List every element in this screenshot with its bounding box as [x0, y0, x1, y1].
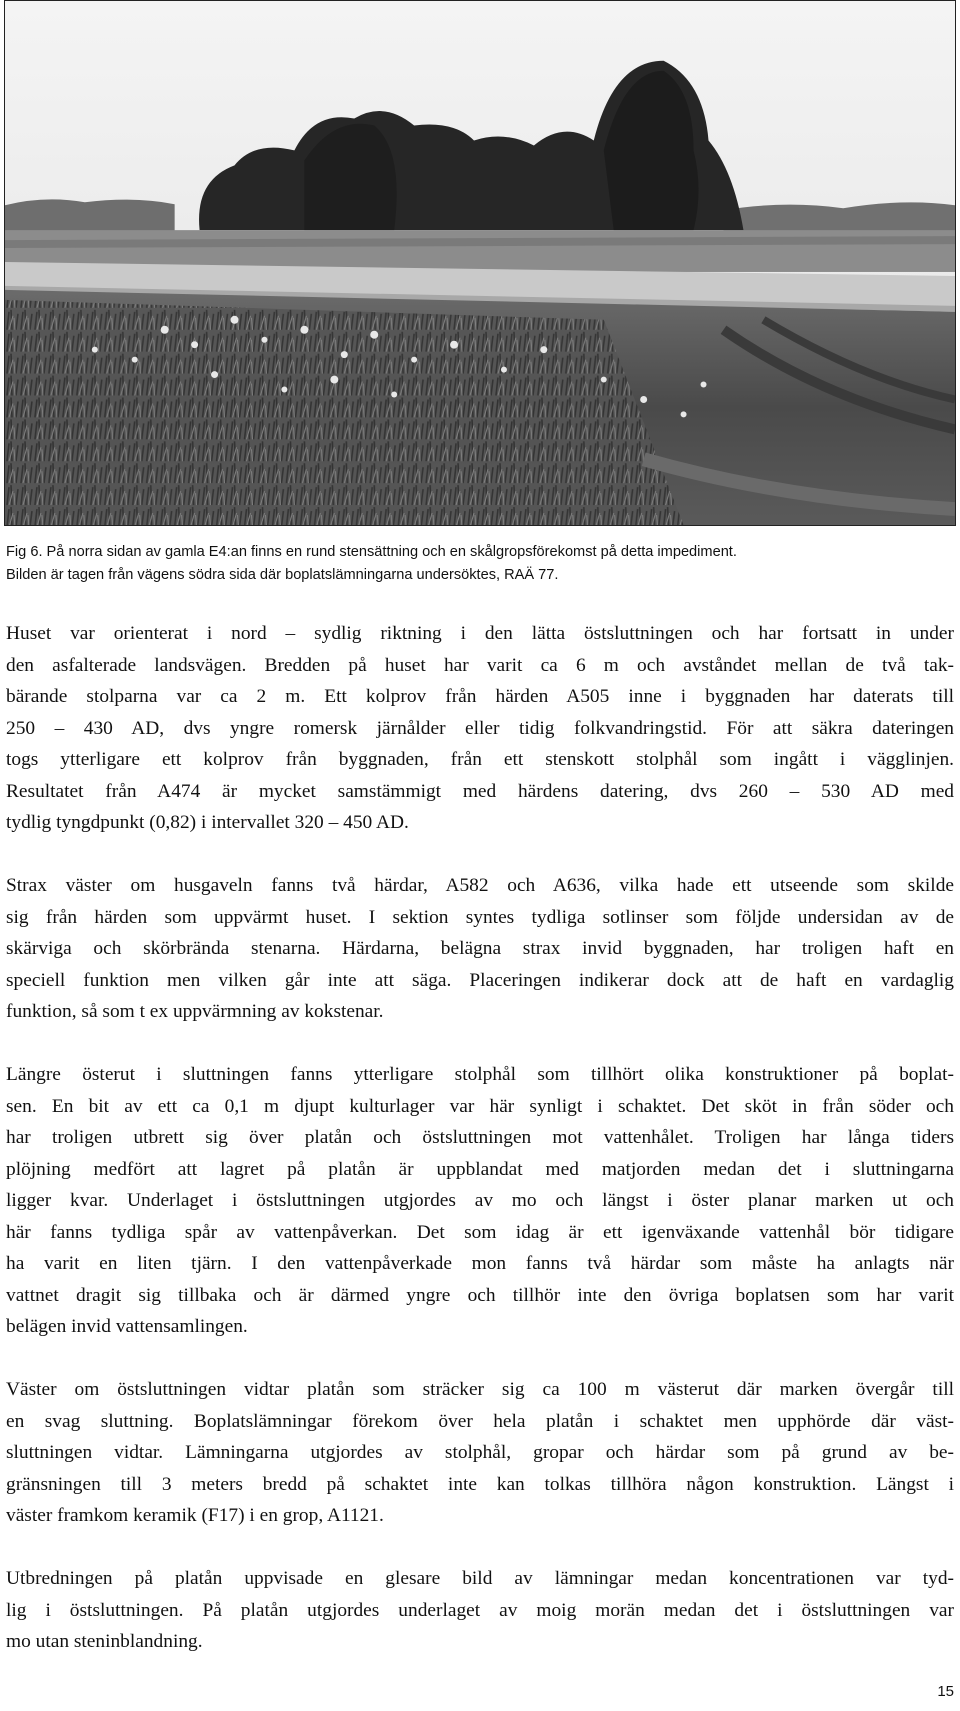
text-line: Strax väster om husgaveln fanns två härdar, A582 och A636, vilka hade ett utseende som skilde	[6, 875, 954, 896]
text-line: skärviga och skörbrända stenarna. Härdarna, belägna strax invid byggnaden, har troligen haft en	[6, 938, 954, 959]
text-line: ha varit en liten tjärn. I den vattenpåverkade mon fanns två härdar som måste ha anlagts när	[6, 1253, 954, 1274]
text-line: ligger kvar. Underlaget i östsluttningen utgjordes av mo och längst i öster planar marken ut och	[6, 1190, 954, 1211]
paragraph-plateau	[6, 1374, 954, 1532]
text-line: väster framkom keramik (F17) i en grop, A1121.	[6, 1505, 384, 1526]
text-line: den asfalterade landsvägen. Bredden på huset har varit ca 6 m och avståndet mellan de två tak-	[6, 654, 954, 676]
text-line: funktion, så som t ex uppvärmning av kokstenar.	[6, 1001, 384, 1022]
page-number: 15	[937, 1683, 954, 1700]
body-text	[6, 618, 954, 1689]
text-line: togs ytterligare ett kolprov från byggnaden, från ett stenskott stolphål som ingått i vägglinjen.	[6, 749, 954, 770]
paragraph-house	[6, 618, 954, 839]
text-line: Väster om östsluttningen vidtar platån som sträcker sig ca 100 m västerut där marken övergår till	[6, 1379, 954, 1400]
text-line: har troligen utbrett sig över platån och östsluttningen mot vattenhålet. Troligen har långa tiders	[6, 1127, 954, 1148]
text-line: en svag sluttning. Boplatslämningar förekom över hela platån i schaktet men upphörde där väst-	[6, 1410, 954, 1432]
text-line: plöjning medfört att lagret på platån är uppblandat med matjorden medan det i sluttningarna	[6, 1158, 954, 1180]
text-line: här fanns tydliga spår av vattenpåverkan. Det som idag är ett igenväxande vattenhål bör tidigare	[6, 1221, 954, 1243]
text-line: Resultatet från A474 är mycket samstämmigt med härdens datering, dvs 260 – 530 AD med	[6, 780, 954, 802]
caption-line: Bilden är tagen från vägens södra sida där boplatslämningarna undersöktes, RAÄ 77.	[6, 567, 559, 583]
text-line: belägen invid vattensamlingen.	[6, 1316, 248, 1337]
text-line: speciell funktion men vilken går inte att säga. Placeringen indikerar dock att de haft en vardaglig	[6, 969, 954, 991]
text-line: 250 – 430 AD, dvs yngre romersk järnålder eller tidig folkvandringstid. För att säkra dateringen	[6, 717, 954, 739]
caption-line: Fig 6. På norra sidan av gamla E4:an finns en rund stensättning och en skålgropsförekomst på detta impediment.	[6, 544, 737, 560]
text-line: lig i östsluttningen. På platån utgjordes underlaget av moig morän medan det i östsluttningen var	[6, 1599, 954, 1621]
text-line: sig från härden som uppvärmt huset. I sektion syntes tydliga sotlinser som följde undersidan av de	[6, 906, 954, 928]
text-line: mo utan steninblandning.	[6, 1631, 203, 1652]
paragraph-hearths	[6, 870, 954, 1028]
text-line: Längre österut i sluttningen fanns ytterligare stolphål som tillhört olika konstruktioner på boplat-	[6, 1064, 954, 1085]
text-line: bärande stolparna var ca 2 m. Ett kolprov från härden A505 inne i byggnaden har daterats till	[6, 686, 954, 707]
landscape-photo	[4, 0, 956, 526]
text-line: gränsningen till 3 meters bredd på schaktet inte kan tolkas tillhöra någon konstruktion. Längst i	[6, 1473, 954, 1495]
text-line: sluttningen vidtar. Lämningarna utgjordes av stolphål, gropar och härdar som på grund av be-	[6, 1442, 954, 1463]
paragraph-distribution	[6, 1563, 954, 1658]
figure-caption	[6, 541, 946, 587]
photo-illustration	[5, 1, 955, 525]
paragraph-east-slope	[6, 1059, 954, 1343]
text-line: sen. En bit av ett ca 0,1 m djupt kulturlager var här synligt i schaktet. Det sköt in från söder och	[6, 1095, 954, 1117]
text-line: vattnet dragit sig tillbaka och är därmed yngre och tillhör inte den övriga boplatsen som har varit	[6, 1284, 954, 1306]
text-line: tydlig tyngdpunkt (0,82) i intervallet 320 – 450 AD.	[6, 812, 409, 833]
text-line: Utbredningen på platån uppvisade en glesare bild av lämningar medan koncentrationen var tyd-	[6, 1568, 954, 1589]
text-line: Huset var orienterat i nord – sydlig riktning i den lätta östsluttningen och har fortsatt in under	[6, 623, 954, 644]
